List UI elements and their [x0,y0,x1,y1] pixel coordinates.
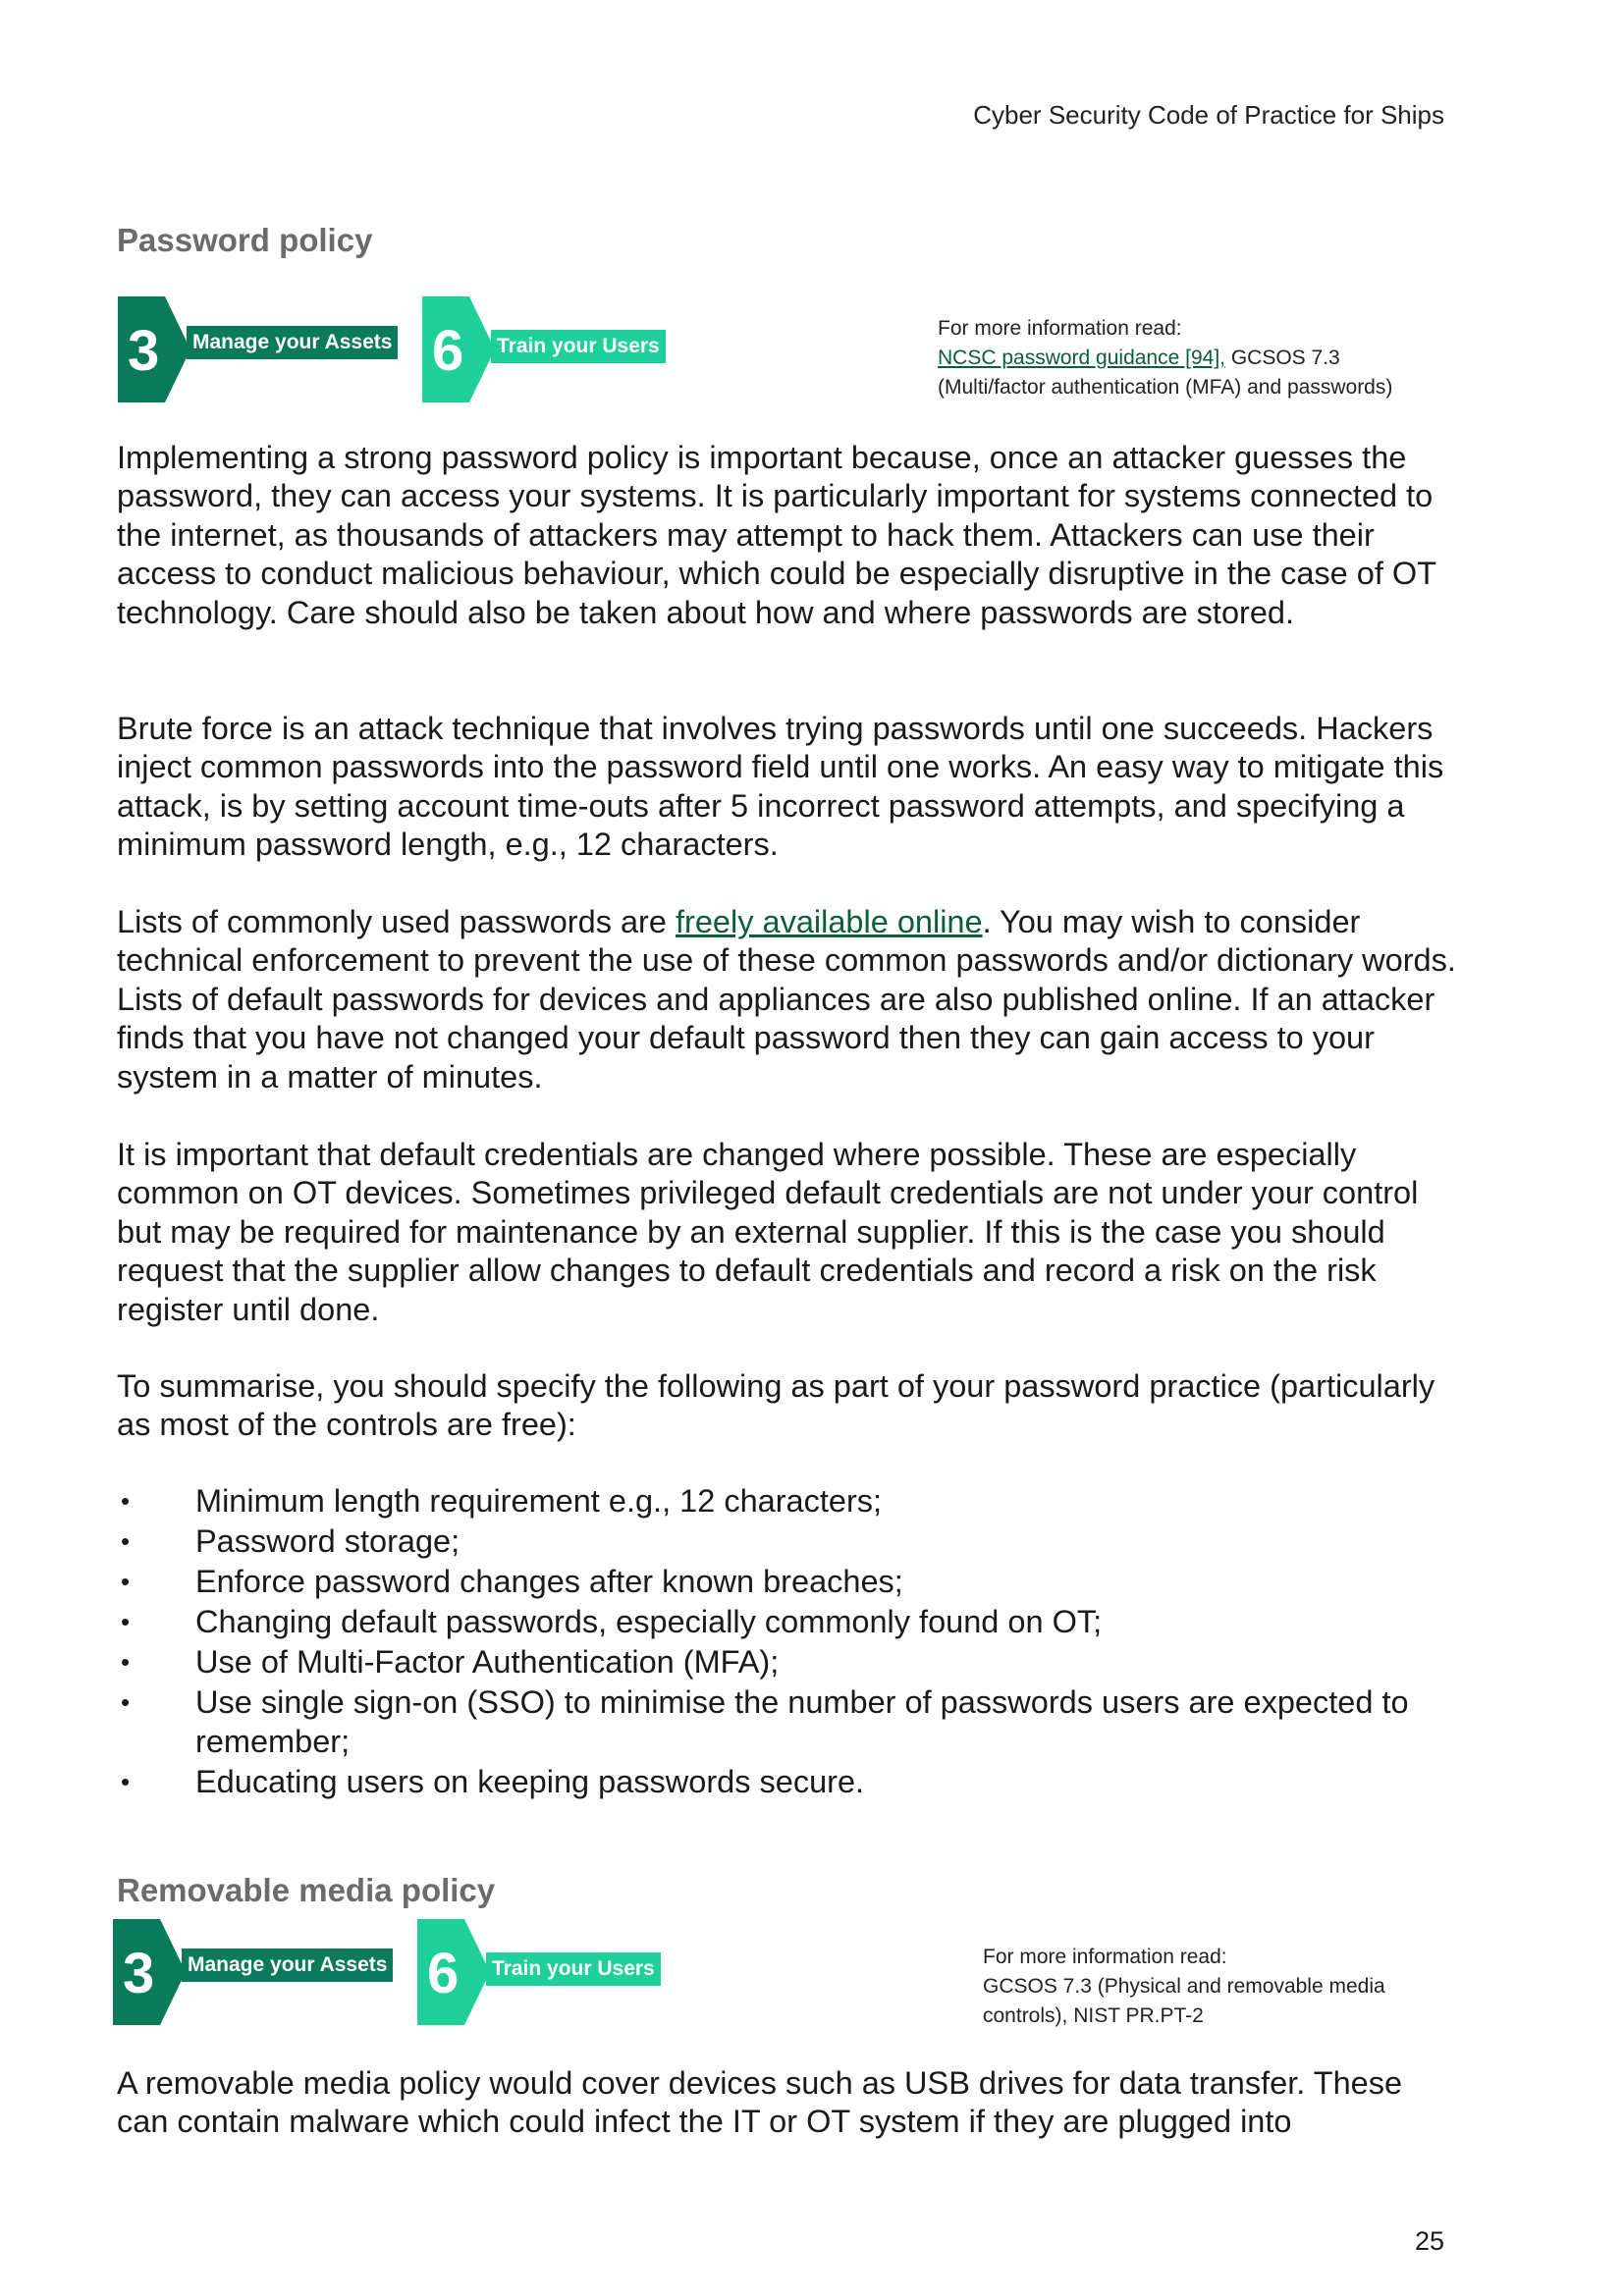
further-reading-ref: GCSOS 7.3 [1225,347,1340,369]
list-item: • Use single sign-on (SSO) to minimise the number of passwords users are expected to remember; [121,1684,1409,1759]
page-number: 25 [1414,2226,1444,2256]
paragraph-default-credentials: It is important that default credentials are changed where possible. These are especially common on OT devices. Sometimes privileged default credentials are not under your control but may be required for maintenance by an external supplier. If this is the case you should request that the supplier allow changes to default credentials and record a risk on the risk register until done. [117,1137,1419,1327]
password-practice-list [117,1481,1462,1802]
paragraph-intro: Implementing a strong password policy is important because, once an attacker guesses the password, they can access your systems. It is particularly important for systems connected to the internet, as thousands of attackers may attempt to hack them. Attackers can use their access to conduct malicious behaviour, which could be especially disruptive in the case of OT technology. Care should also be taken about how and where passwords are stored. [117,440,1436,630]
list-item: • Enforce password changes after known breaches; [121,1564,903,1599]
badge-number: 3 [123,1942,155,2005]
paragraph-brute-force: Brute force is an attack technique that involves trying passwords until one succeeds. Hackers inject common passwords into the password field until one works. An easy way to mitigate this attack, is by setting account time-outs after 5 incorrect password attempts, and specifying a minimum password length, e.g., 12 characters. [117,711,1444,863]
further-reading-lead: For more information read: [938,317,1182,340]
bullet-icon: • [121,1687,131,1717]
badge-label: Train your Users [491,330,666,363]
badge-number: 6 [432,319,464,383]
ncsc-password-guidance-link[interactable]: NCSC password guidance [94], [938,347,1225,369]
badge-row-password [118,296,677,402]
list-item: • Use of Multi-Factor Authentication (MFA); [121,1644,780,1680]
paragraph-text: Lists of commonly used passwords are [117,904,676,939]
badge-number: 3 [128,319,160,383]
freely-available-online-link[interactable]: freely available online [676,904,983,939]
badge-label: Train your Users [486,1952,661,1986]
badge-manage-assets [118,296,406,402]
further-reading-password [938,314,1448,402]
further-reading-line: GCSOS 7.3 (Physical and removable media [983,1975,1385,1998]
list-item: • Educating users on keeping passwords secure. [121,1764,865,1799]
badge-manage-assets [113,1919,402,2025]
further-reading-line: controls), NIST PR.PT-2 [983,2004,1204,2027]
further-reading-line: (Multi/factor authentication (MFA) and passwords) [938,376,1393,399]
section-heading-removable-media: Removable media policy [117,1872,496,1908]
badge-train-users [417,1919,669,2025]
badge-train-users [422,296,674,402]
section-heading-password-policy: Password policy [117,222,373,258]
paragraph-removable-media: A removable media policy would cover devices such as USB drives for data transfer. These can contain malware which could infect the IT or OT system if they are plugged into [117,2065,1403,2140]
badge-row-removable-media [113,1919,673,2025]
bullet-icon: • [121,1607,131,1636]
list-item: • Changing default passwords, especially commonly found on OT; [121,1604,1103,1639]
further-reading-removable-media [983,1943,1454,2031]
bullet-icon: • [121,1647,131,1677]
badge-number: 6 [427,1942,460,2005]
paragraph-summary: To summarise, you should specify the following as part of your password practice (particularly as most of the controls are free): [117,1368,1435,1443]
further-reading-line [938,344,1448,373]
bullet-icon: • [121,1526,131,1556]
paragraph-text: . You may wish to consider technical enforcement to prevent the use of these common passwords and/or dictionary words. Lists of default passwords for devices and appliances are also published online. If an attacker finds that you have not changed your default password then they can gain access to your system in a matter of minutes. [117,904,1456,1095]
list-item: • Minimum length requirement e.g., 12 characters; [121,1483,883,1519]
badge-label: Manage your Assets [182,1949,393,1982]
bullet-icon: • [121,1567,131,1596]
bullet-icon: • [121,1486,131,1516]
further-reading-lead: For more information read: [983,1946,1227,1968]
running-header: Cyber Security Code of Practice for Ships [973,100,1444,130]
list-item: • Password storage; [121,1523,460,1559]
badge-label: Manage your Assets [187,326,398,359]
paragraph-common-passwords [117,903,1462,1096]
bullet-icon: • [121,1767,131,1796]
